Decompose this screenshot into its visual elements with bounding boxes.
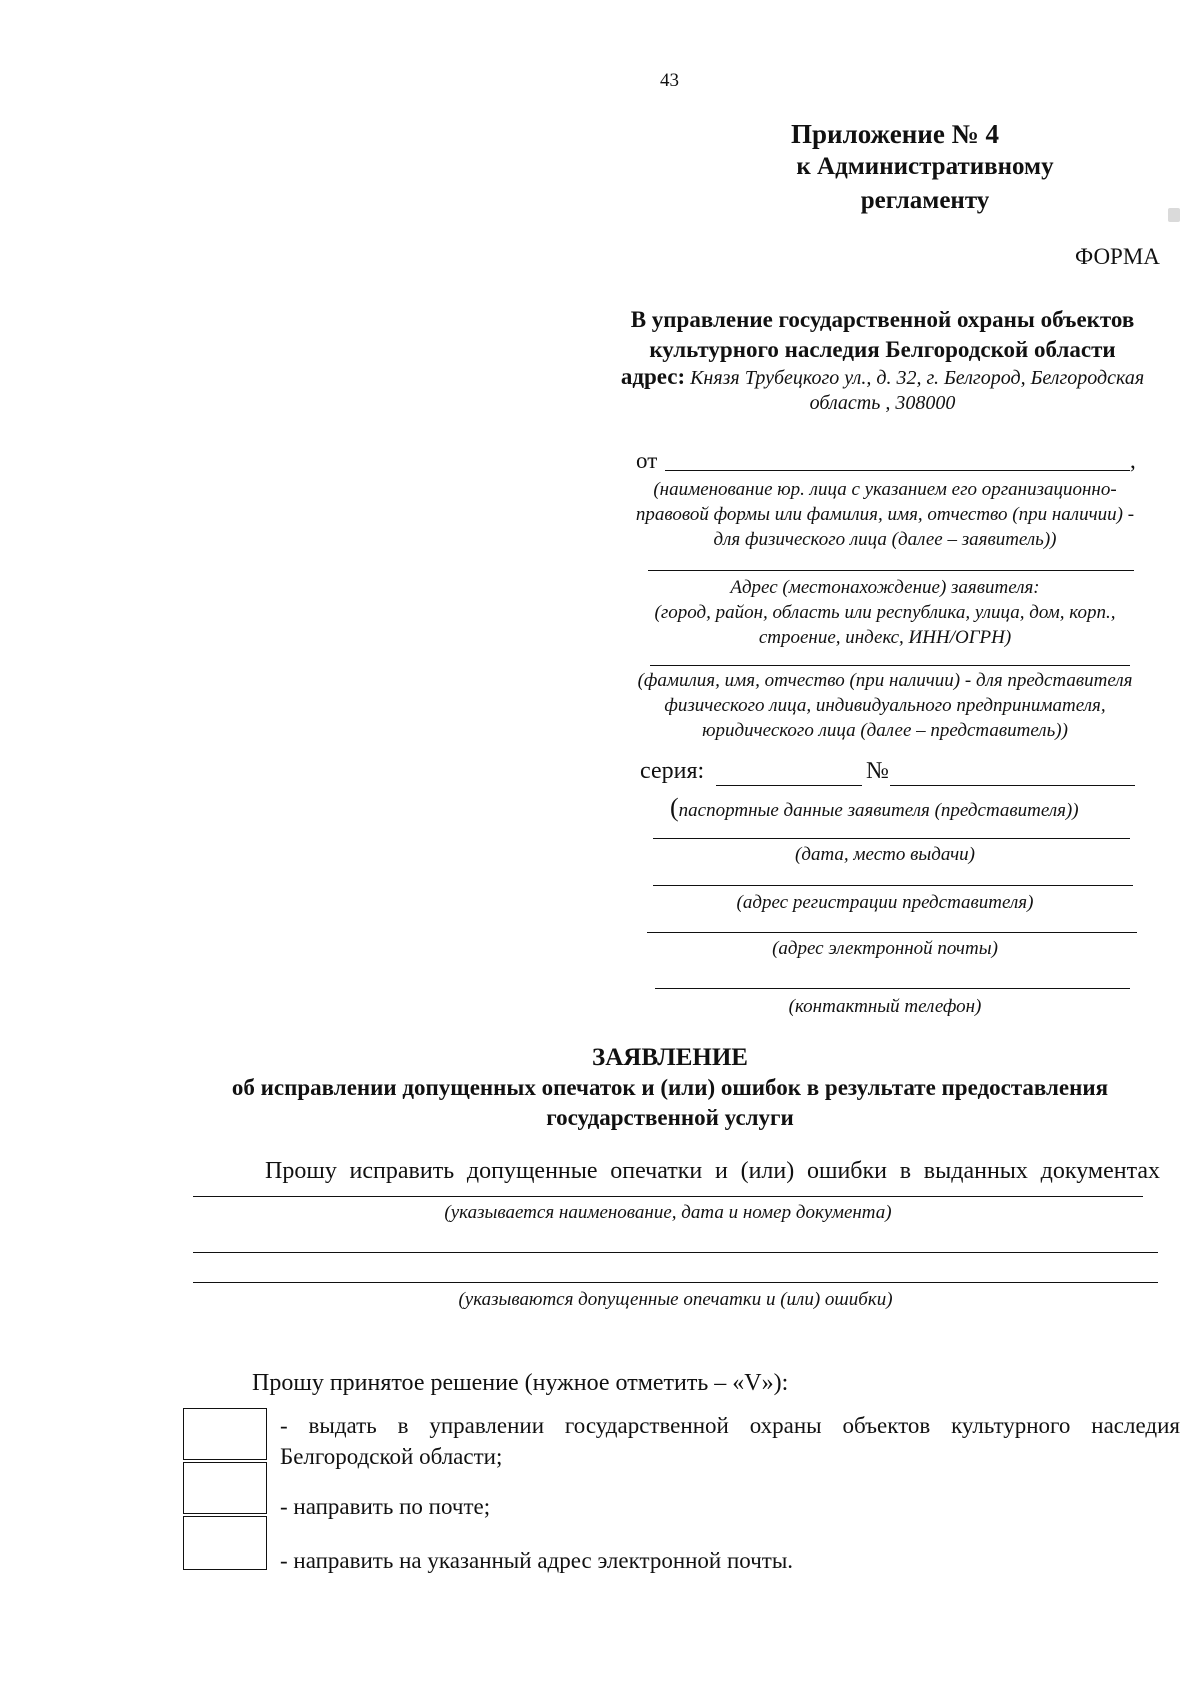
applicant-caption-3: для физического лица (далее – заявитель)) xyxy=(713,529,1057,550)
option-email: - направить на указанный адрес электронной почты. xyxy=(280,1548,794,1573)
address-caption-3: строение, индекс, ИНН/ОГРН) xyxy=(758,627,1012,648)
address-value-2: область , 308000 xyxy=(809,392,956,414)
representative-line[interactable] xyxy=(650,665,1130,666)
option-checkbox-mail[interactable] xyxy=(183,1462,267,1514)
registration-caption: (адрес регистрации представителя) xyxy=(736,892,1034,913)
address-label: адрес: xyxy=(620,364,686,389)
option-mail: - направить по почте; xyxy=(280,1494,491,1519)
applicant-name-line[interactable] xyxy=(665,470,1130,471)
rep-caption-1: (фамилия, имя, отчество (при наличии) - для представителя xyxy=(637,670,1133,691)
document-caption: (указывается наименование, дата и номер документа) xyxy=(444,1202,892,1223)
decision-text: Прошу принятое решение (нужное отметить – «V»): xyxy=(252,1370,789,1396)
passport-caption-text: паспортные данные заявителя (представителя)) xyxy=(678,800,1079,821)
request-text: Прошу исправить допущенные опечатки и (или) ошибки в выданных документах xyxy=(265,1158,1160,1184)
address-caption-1: Адрес (местонахождение) заявителя: xyxy=(730,577,1040,598)
scan-speck xyxy=(1168,208,1180,222)
appendix-line-2: к Административному xyxy=(796,153,1054,180)
series-line[interactable] xyxy=(716,785,862,786)
applicant-caption-1: (наименование юр. лица с указанием его организационно- xyxy=(653,479,1117,500)
from-label: от xyxy=(636,448,658,473)
statement-title: ЗАЯВЛЕНИЕ xyxy=(592,1044,748,1071)
email-line[interactable] xyxy=(647,932,1137,933)
recipient-line-2: культурного наследия Белгородской области xyxy=(649,337,1116,362)
recipient-address xyxy=(605,364,1160,391)
registration-line[interactable] xyxy=(653,885,1133,886)
issue-caption: (дата, место выдачи) xyxy=(795,844,975,865)
series-label: серия: xyxy=(640,758,705,784)
address-value-1: Князя Трубецкого ул., д. 32, г. Белгород, Белгородская xyxy=(690,367,1145,389)
phone-caption: (контактный телефон) xyxy=(788,996,982,1017)
document-line[interactable] xyxy=(193,1196,1143,1197)
number-label: № xyxy=(866,758,889,784)
option-checkbox-office[interactable] xyxy=(183,1408,267,1460)
issue-line[interactable] xyxy=(653,838,1130,839)
email-caption: (адрес электронной почты) xyxy=(772,938,998,959)
page-number: 43 xyxy=(660,70,679,91)
option-checkbox-email[interactable] xyxy=(183,1516,267,1570)
statement-subtitle-1: об исправлении допущенных опечаток и (или) ошибок в результате предоставления xyxy=(231,1075,1109,1100)
appendix-title: Приложение № 4 xyxy=(791,119,999,149)
form-label: ФОРМА xyxy=(1075,244,1160,269)
option-office-line-2: Белгородской области; xyxy=(280,1444,503,1469)
applicant-caption-2: правовой формы или фамилия, имя, отчество (при наличии) - xyxy=(635,504,1135,525)
errors-caption: (указываются допущенные опечатки и (или) ошибки) xyxy=(458,1289,893,1310)
errors-line-1[interactable] xyxy=(193,1252,1158,1253)
passport-paren: ( xyxy=(670,793,679,822)
appendix-line-3: регламенту xyxy=(860,187,990,214)
rep-caption-2: физического лица, индивидуального предпринимателя, xyxy=(664,695,1106,716)
passport-caption xyxy=(670,795,1130,823)
statement-subtitle-2: государственной услуги xyxy=(546,1105,794,1130)
address-caption-2: (город, район, область или республика, улица, дом, корп., xyxy=(654,602,1116,623)
phone-line[interactable] xyxy=(655,988,1130,989)
recipient-line-1: В управление государственной охраны объектов xyxy=(630,307,1135,332)
rep-caption-3: юридического лица (далее – представитель)) xyxy=(702,720,1068,741)
from-comma: , xyxy=(1130,448,1136,473)
applicant-address-line[interactable] xyxy=(648,570,1134,571)
passport-number-line[interactable] xyxy=(890,785,1135,786)
option-office-line-1: - выдать в управлении государственной охраны объектов культурного наследия xyxy=(280,1413,1180,1438)
errors-line-2[interactable] xyxy=(193,1282,1158,1283)
